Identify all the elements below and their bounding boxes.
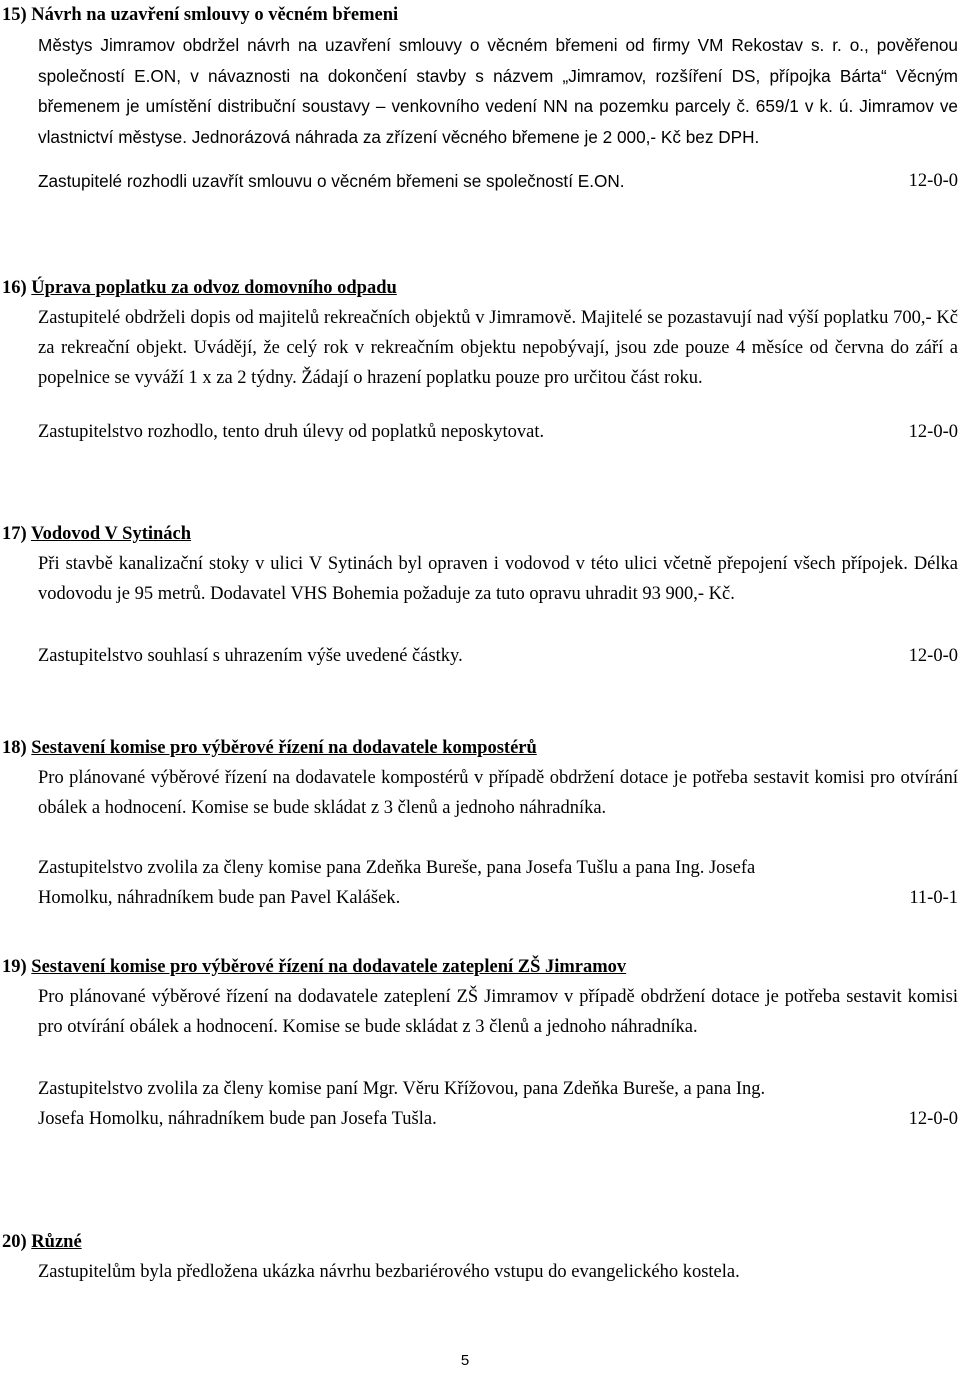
section-title: Vodovod V Sytinách	[30, 524, 192, 544]
section-number: 17)	[2, 524, 27, 544]
vote-result: 12-0-0	[908, 646, 958, 666]
section-title: Sestavení komise pro výběrové řízení na dodavatele zateplení ZŠ Jimramov	[31, 957, 627, 977]
section-title: Různé	[31, 1232, 82, 1252]
section-paragraph: Pro plánované výběrové řízení na dodavatele zateplení ZŠ Jimramov v případě obdržení dotace je potřeba sestavit komisi pro otvírání obálek a hodnocení. Komise se bude skládat z 3 členů a jednoho náhradníka.	[38, 987, 958, 1037]
section-15	[0, 0, 960, 196]
resolution-row	[0, 641, 960, 671]
section-paragraph: Zastupitelům byla předložena ukázka návrhu bezbariérového vstupu do evangelického kostela.	[38, 1262, 740, 1282]
resolution-text: Homolku, náhradníkem bude pan Pavel Kalášek.	[38, 888, 401, 908]
resolution-row	[0, 1104, 960, 1134]
section-heading	[0, 273, 960, 303]
resolution-row	[0, 417, 960, 447]
section-heading	[0, 519, 960, 549]
section-19	[0, 952, 960, 1134]
resolution-text: Josefa Homolku, náhradníkem bude pan Josefa Tušla.	[38, 1109, 437, 1129]
section-number: 16)	[2, 278, 27, 298]
resolution-text: Zastupitelé rozhodli uzavřít smlouvu o věcném břemeni se společností E.ON.	[38, 171, 625, 191]
resolution-row	[0, 166, 960, 196]
section-heading	[0, 733, 960, 763]
section-title: Sestavení komise pro výběrové řízení na dodavatele kompostérů	[31, 738, 537, 758]
section-17	[0, 519, 960, 671]
section-number: 15)	[2, 5, 27, 25]
resolution-row	[0, 883, 960, 913]
resolution-text: Zastupitelstvo souhlasí s uhrazením výše uvedené částky.	[38, 646, 463, 666]
section-18	[0, 733, 960, 913]
section-paragraph: Při stavbě kanalizační stoky v ulici V Sytinách byl opraven i vodovod v této ulici včetně přepojení všech přípojek. Délka vodovodu je 95 metrů. Dodavatel VHS Bohemia požaduje za tuto opravu uhradit 93 900,- Kč.	[38, 554, 958, 604]
section-paragraph: Pro plánované výběrové řízení na dodavatele kompostérů v případě obdržení dotace je potřeba sestavit komisi pro otvírání obálek a hodnocení. Komise se bude skládat z 3 členů a jednoho náhradníka.	[38, 768, 958, 818]
section-title: Úprava poplatku za odvoz domovního odpadu	[31, 278, 397, 298]
section-heading	[0, 1227, 960, 1257]
page-number: 5	[460, 1352, 470, 1369]
section-paragraph: Městys Jimramov obdržel návrh na uzavření smlouvy o věcném břemeni od firmy VM Rekostav s. r. o., pověřenou společností E.ON, v návaznosti na dokončení stavby s názvem „Jimramov, rozšíření DS, přípojka Bárta“ Věcným břemenem je umístění distribuční soustavy – venkovního vedení NN na pozemku parcely č. 659/1 v k. ú. Jimramov ve vlastnictví městyse. Jednorázová náhrada za zřízení věcného břemene je 2 000,- Kč bez DPH.	[38, 35, 958, 147]
vote-result: 12-0-0	[908, 1109, 958, 1129]
vote-result: 11-0-1	[909, 888, 958, 908]
resolution-text: Zastupitelstvo rozhodlo, tento druh úlevy od poplatků neposkytovat.	[38, 422, 545, 442]
section-20	[0, 1227, 960, 1287]
section-number: 19)	[2, 957, 27, 977]
resolution-line: Zastupitelstvo zvolila za členy komise pana Zdeňka Bureše, pana Josefa Tušlu a pana Ing. Josefa	[38, 858, 756, 878]
vote-result: 12-0-0	[908, 422, 958, 442]
section-heading	[0, 952, 960, 982]
vote-result: 12-0-0	[908, 171, 958, 191]
section-title: Návrh na uzavření smlouvy o věcném břemeni	[31, 5, 399, 25]
section-number: 20)	[2, 1232, 27, 1252]
section-heading	[0, 0, 960, 30]
resolution-line: Zastupitelstvo zvolila za členy komise paní Mgr. Věru Křížovou, pana Zdeňka Bureše, a pana Ing.	[38, 1079, 766, 1099]
section-16	[0, 273, 960, 447]
section-number: 18)	[2, 738, 27, 758]
section-paragraph: Zastupitelé obdrželi dopis od majitelů rekreačních objektů v Jimramově. Majitelé se pozastavují nad výší poplatku 700,- Kč za rekreační objekt. Uvádějí, že celý rok v rekreačním objektu nepobývají, jsou zde pouze 4 měsíce od června do září a popelnice se vyváží 1 x za 2 týdny. Žádají o hrazení poplatku pouze pro určitou část roku.	[38, 308, 958, 388]
